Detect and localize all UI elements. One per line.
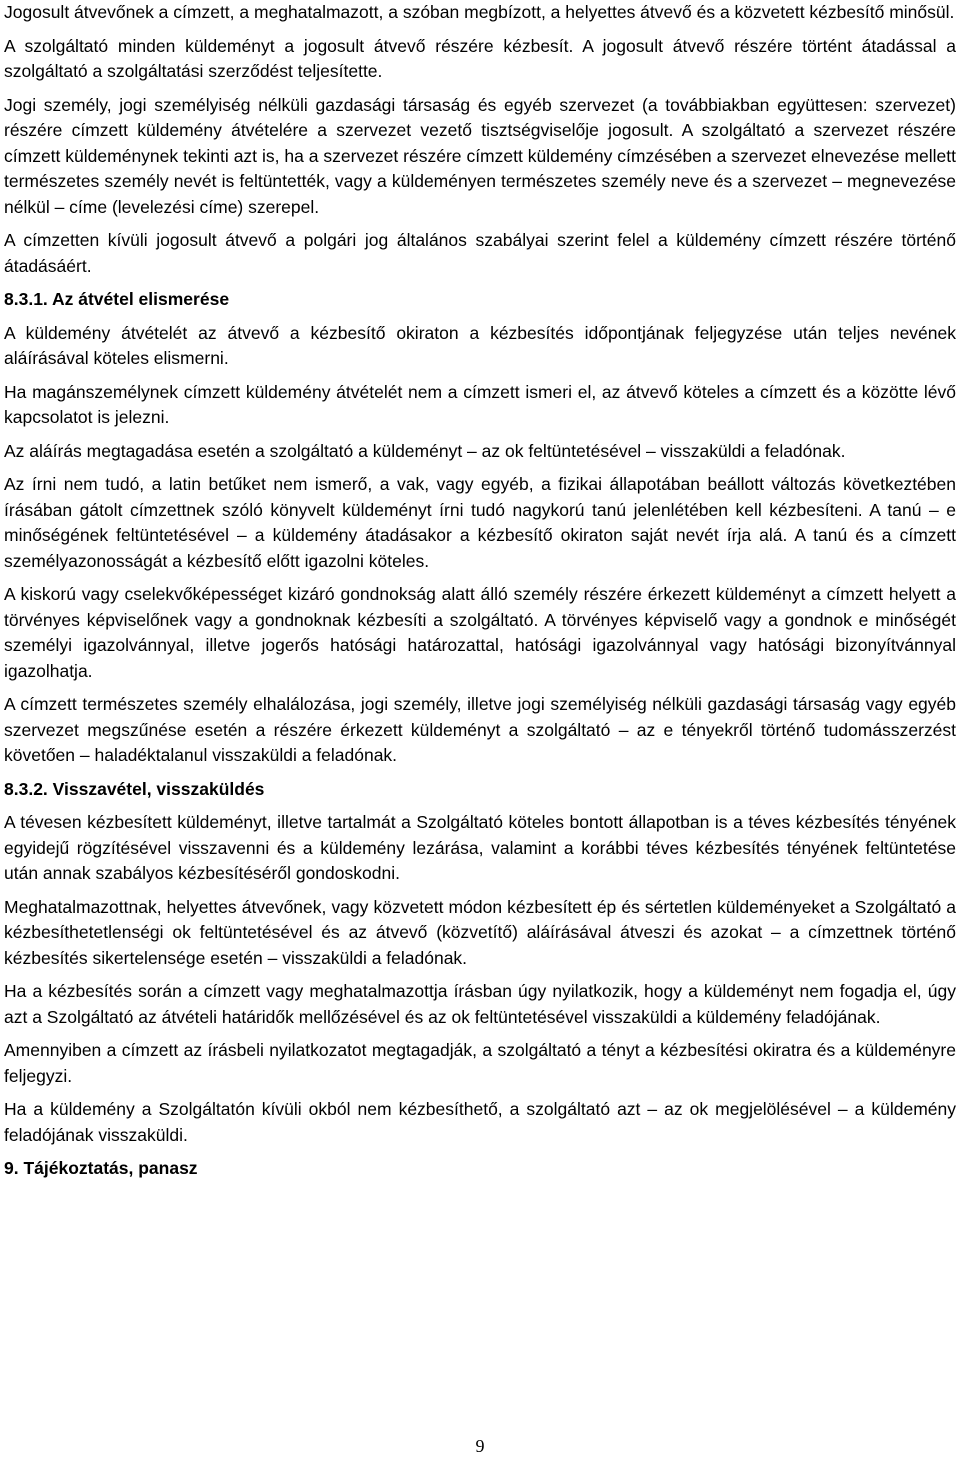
paragraph-authorized-recipient: Jogosult átvevőnek a címzett, a meghatalmazott, a szóban megbízott, a helyettes átvevő és a közvetett kézbesítő minősül. (4, 2, 955, 22)
paragraph-organization-recipient: Jogi személy, jogi személyiség nélküli gazdasági társaság és egyéb szervezet (a továbbiakban együttesen: szervezet) részére címzett küldemény átvételére a szervezet vezető tisztségviselője jogosult. A szolgáltató a szervezet részére címzett küldeménynek tekinti azt is, ha a szervezet részére címzett küldemény címzésében a szervezet elnevezése mellett természetes személy nevét is feltüntették, vagy a küldeményen természetes személy neve és a szervezet – megnevezése nélkül – címe (levelezési címe) szerepel. (4, 94, 956, 217)
paragraph-other-recipient-liability: A címzetten kívüli jogosult átvevő a polgári jog általános szabályai szerint felel a küldemény címzett részére történő átadásáért. (4, 230, 956, 276)
document-page (4, 0, 956, 1182)
section-heading-9: 9. Tájékoztatás, panasz (4, 1158, 198, 1178)
paragraph-declaration-refused: Amennyiben a címzett az írásbeli nyilatkozatot megtagadják, a szolgáltató a tényt a kézbesítési okiratra és a küldeményre feljegyzi. (4, 1040, 956, 1086)
paragraph-refusal-in-writing: Ha a kézbesítés során a címzett vagy meghatalmazottja írásban úgy nyilatkozik, hogy a küldeményt nem fogadja el, úgy azt a Szolgáltató az átvételi határidők mellőzésével és az ok feltüntetésével visszaküldi a küldemény feladójának. (4, 981, 956, 1027)
paragraph-proxy-returns: Meghatalmazottnak, helyettes átvevőnek, vagy közvetett módon kézbesített ép és sértetlen küldeményeket a Szolgáltató a kézbesíthetetlenségi ok feltüntetésével és az átvevő (közvetítő) aláírásával átveszi és azokat – a címzettnek történő kézbesítés sikertelensége esetén – visszaküldi a feladónak. (4, 896, 956, 968)
page-number: 9 (475, 1436, 485, 1456)
paragraph-misdelivery: A tévesen kézbesített küldeményt, illetve tartalmát a Szolgáltató köteles bontott állapotban is a téves kézbesítés tényének egyidejű rögzítésével visszavenni és a küldemény lezárása, valamint a korábbi téves kézbesítés tényének feltüntetése után annak szabályos kézbesítéséről gondoskodni. (4, 812, 956, 883)
section-heading-8-3-1: 8.3.1. Az átvétel elismerése (4, 289, 230, 309)
paragraph-signature-refusal: Az aláírás megtagadása esetén a szolgáltató a küldeményt – az ok feltüntetésével – visszaküldi a feladónak. (4, 440, 846, 461)
paragraph-deceased-recipient: A címzett természetes személy elhalálozása, jogi személy, illetve jogi személyiség nélküli gazdasági társaság vagy egyéb szervezet megszűnése esetén a részére érkezett küldeményt a szolgáltató – az e tényekről történő tudomásszerzést követően – haladéktalanul visszaküldi a feladónak. (4, 694, 956, 765)
paragraph-delivery-fulfillment: A szolgáltató minden küldeményt a jogosult átvevő részére kézbesít. A jogosult átvevő részére történt átadással a szolgáltató a szolgáltatási szerződést teljesítette. (4, 35, 956, 81)
paragraph-undeliverable: Ha a küldemény a Szolgáltatón kívüli okból nem kézbesíthető, a szolgáltató azt – az ok megjelölésével – a küldemény feladójának visszaküldi. (4, 1099, 956, 1145)
section-heading-8-3-2: 8.3.2. Visszavétel, visszaküldés (4, 778, 265, 799)
paragraph-private-person-relation: Ha magánszemélynek címzett küldemény átvételét nem a címzett ismeri el, az átvevő köteles a címzett és a közötte lévő kapcsolatot is jelezni. (4, 381, 956, 427)
paragraph-minor-recipient: A kiskorú vagy cselekvőképességet kizáró gondnokság alatt álló személy részére érkezett küldeményt a címzett helyett a törvényes képviselőnek vagy a gondnoknak kézbesíti a szolgáltató. A törvényes képviselő vagy a gondnok e minőségét személyi igazolvánnyal, illetve jogerős hatósági határozattal, hatósági igazolvánnyal vagy hatósági bizonyítvánnyal igazolhatja. (4, 584, 956, 681)
paragraph-witness-delivery: Az írni nem tudó, a latin betűket nem ismerő, a vak, vagy egyéb, a fizikai állapotában beállott változás következtében írásában gátolt címzettnek szóló könyvelt küldeményt írni tudó nagykorú tanú jelenlétében kell kézbesíteni. A tanú – e minőségének feltüntetésével – a küldemény átadásakor a kézbesítő okiraton saját nevét írja alá. A tanú és a címzett személyazonosságát a kézbesítő előtt igazolni köteles. (4, 474, 956, 571)
paragraph-receipt-signature: A küldemény átvételét az átvevő a kézbesítő okiraton a kézbesítés időpontjának feljegyzése után teljes nevének aláírásával köteles elismerni. (4, 322, 956, 368)
